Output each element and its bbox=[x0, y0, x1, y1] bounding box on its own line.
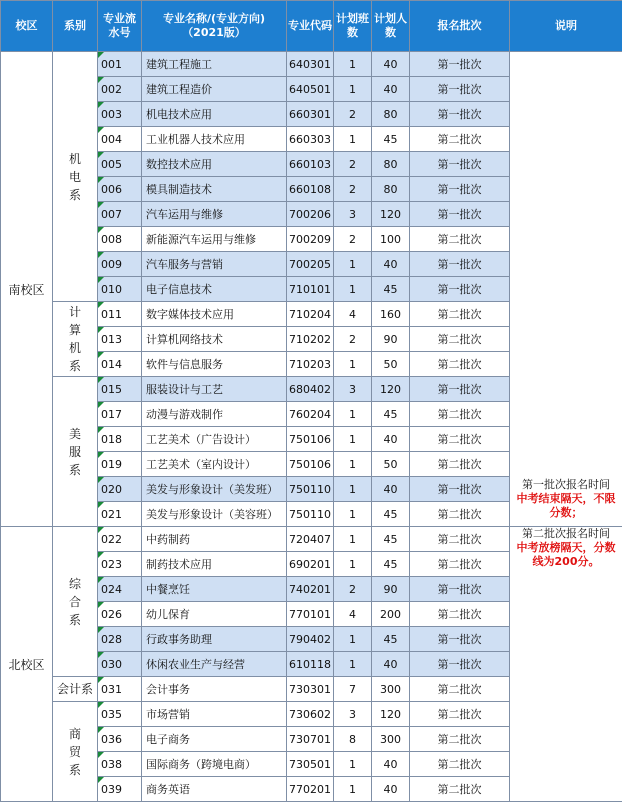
dept-cell bbox=[53, 702, 98, 802]
cell-no: 023 bbox=[98, 552, 142, 577]
cell-batch: 第一批次 bbox=[410, 277, 510, 302]
cell-people: 45 bbox=[372, 627, 410, 652]
cell-batch: 第二批次 bbox=[410, 302, 510, 327]
cell-classes: 2 bbox=[334, 152, 372, 177]
cell-code: 730602 bbox=[287, 702, 334, 727]
cell-batch: 第二批次 bbox=[410, 602, 510, 627]
cell-people: 40 bbox=[372, 477, 410, 502]
note-cell bbox=[510, 52, 622, 527]
dept-cell bbox=[53, 377, 98, 527]
cell-name: 汽车运用与维修 bbox=[142, 202, 287, 227]
cell-classes: 7 bbox=[334, 677, 372, 702]
cell-people: 200 bbox=[372, 602, 410, 627]
header-classes: 计划班数 bbox=[334, 1, 372, 52]
cell-no: 003 bbox=[98, 102, 142, 127]
cell-classes: 1 bbox=[334, 277, 372, 302]
cell-name: 计算机网络技术 bbox=[142, 327, 287, 352]
cell-people: 40 bbox=[372, 77, 410, 102]
cell-batch: 第二批次 bbox=[410, 127, 510, 152]
cell-code: 690201 bbox=[287, 552, 334, 577]
cell-no: 001 bbox=[98, 52, 142, 77]
cell-code: 710202 bbox=[287, 327, 334, 352]
cell-people: 80 bbox=[372, 102, 410, 127]
cell-classes: 3 bbox=[334, 202, 372, 227]
cell-classes: 1 bbox=[334, 402, 372, 427]
cell-name: 美发与形象设计（美发班） bbox=[142, 477, 287, 502]
header-people: 计划人数 bbox=[372, 1, 410, 52]
cell-no: 026 bbox=[98, 602, 142, 627]
cell-no: 005 bbox=[98, 152, 142, 177]
cell-code: 770101 bbox=[287, 602, 334, 627]
cell-people: 300 bbox=[372, 677, 410, 702]
cell-no: 018 bbox=[98, 427, 142, 452]
header-seq: 专业流水号 bbox=[98, 1, 142, 52]
cell-code: 710203 bbox=[287, 352, 334, 377]
header-name-sub: （2021版） bbox=[142, 26, 286, 40]
cell-people: 120 bbox=[372, 202, 410, 227]
cell-code: 750106 bbox=[287, 452, 334, 477]
cell-name: 软件与信息服务 bbox=[142, 352, 287, 377]
cell-people: 45 bbox=[372, 527, 410, 552]
cell-no: 015 bbox=[98, 377, 142, 402]
cell-name: 美发与形象设计（美容班） bbox=[142, 502, 287, 527]
cell-name: 制药技术应用 bbox=[142, 552, 287, 577]
cell-people: 40 bbox=[372, 52, 410, 77]
cell-classes: 1 bbox=[334, 52, 372, 77]
cell-code: 750110 bbox=[287, 477, 334, 502]
cell-name: 数控技术应用 bbox=[142, 152, 287, 177]
cell-classes: 2 bbox=[334, 177, 372, 202]
cell-no: 017 bbox=[98, 402, 142, 427]
cell-code: 700206 bbox=[287, 202, 334, 227]
cell-name: 新能源汽车运用与维修 bbox=[142, 227, 287, 252]
note-second-rule: 中考放榜隔天，分数线为200分。 bbox=[512, 541, 620, 569]
cell-people: 40 bbox=[372, 652, 410, 677]
dept-cell bbox=[53, 677, 98, 702]
cell-classes: 1 bbox=[334, 777, 372, 802]
cell-name: 会计事务 bbox=[142, 677, 287, 702]
cell-no: 008 bbox=[98, 227, 142, 252]
cell-batch: 第二批次 bbox=[410, 527, 510, 552]
cell-people: 40 bbox=[372, 777, 410, 802]
cell-classes: 8 bbox=[334, 727, 372, 752]
cell-people: 120 bbox=[372, 702, 410, 727]
cell-no: 030 bbox=[98, 652, 142, 677]
cell-name: 中药制药 bbox=[142, 527, 287, 552]
cell-classes: 3 bbox=[334, 702, 372, 727]
cell-name: 国际商务（跨境电商） bbox=[142, 752, 287, 777]
cell-classes: 2 bbox=[334, 102, 372, 127]
cell-code: 790402 bbox=[287, 627, 334, 652]
cell-code: 640501 bbox=[287, 77, 334, 102]
cell-classes: 4 bbox=[334, 602, 372, 627]
cell-batch: 第二批次 bbox=[410, 677, 510, 702]
dept-label: 机电系 bbox=[69, 150, 82, 204]
cell-no: 020 bbox=[98, 477, 142, 502]
cell-code: 610118 bbox=[287, 652, 334, 677]
cell-no: 024 bbox=[98, 577, 142, 602]
cell-code: 700205 bbox=[287, 252, 334, 277]
cell-batch: 第二批次 bbox=[410, 502, 510, 527]
header-code: 专业代码 bbox=[287, 1, 334, 52]
cell-classes: 1 bbox=[334, 127, 372, 152]
note-first-rule: 中考结束隔天，不限分数； bbox=[512, 492, 620, 520]
header-batch: 报名批次 bbox=[410, 1, 510, 52]
table-row bbox=[1, 527, 622, 552]
cell-code: 710101 bbox=[287, 277, 334, 302]
cell-classes: 2 bbox=[334, 327, 372, 352]
cell-classes: 1 bbox=[334, 477, 372, 502]
table-row bbox=[1, 52, 622, 77]
cell-people: 40 bbox=[372, 252, 410, 277]
cell-batch: 第二批次 bbox=[410, 702, 510, 727]
header-name bbox=[142, 1, 287, 52]
cell-batch: 第二批次 bbox=[410, 352, 510, 377]
cell-classes: 1 bbox=[334, 502, 372, 527]
cell-people: 80 bbox=[372, 152, 410, 177]
cell-batch: 第二批次 bbox=[410, 727, 510, 752]
table-body bbox=[1, 52, 622, 802]
cell-batch: 第一批次 bbox=[410, 627, 510, 652]
dept-cell bbox=[53, 527, 98, 677]
cell-code: 660108 bbox=[287, 177, 334, 202]
header-campus: 校区 bbox=[1, 1, 53, 52]
cell-code: 680402 bbox=[287, 377, 334, 402]
cell-name: 工艺美术（室内设计） bbox=[142, 452, 287, 477]
header-row bbox=[1, 1, 622, 52]
cell-people: 50 bbox=[372, 352, 410, 377]
cell-code: 750110 bbox=[287, 502, 334, 527]
cell-code: 740201 bbox=[287, 577, 334, 602]
cell-name: 幼儿保育 bbox=[142, 602, 287, 627]
cell-name: 模具制造技术 bbox=[142, 177, 287, 202]
cell-no: 009 bbox=[98, 252, 142, 277]
cell-classes: 2 bbox=[334, 227, 372, 252]
cell-name: 汽车服务与营销 bbox=[142, 252, 287, 277]
cell-people: 40 bbox=[372, 427, 410, 452]
cell-code: 660301 bbox=[287, 102, 334, 127]
cell-classes: 1 bbox=[334, 627, 372, 652]
cell-batch: 第二批次 bbox=[410, 427, 510, 452]
cell-people: 300 bbox=[372, 727, 410, 752]
cell-no: 019 bbox=[98, 452, 142, 477]
cell-code: 720407 bbox=[287, 527, 334, 552]
cell-batch: 第一批次 bbox=[410, 652, 510, 677]
dept-cell bbox=[53, 52, 98, 302]
cell-batch: 第二批次 bbox=[410, 552, 510, 577]
cell-code: 760204 bbox=[287, 402, 334, 427]
cell-batch: 第一批次 bbox=[410, 52, 510, 77]
dept-label: 计算机系 bbox=[69, 303, 82, 375]
cell-classes: 4 bbox=[334, 302, 372, 327]
cell-name: 工业机器人技术应用 bbox=[142, 127, 287, 152]
campus-cell: 南校区 bbox=[1, 52, 53, 527]
cell-classes: 1 bbox=[334, 352, 372, 377]
cell-no: 007 bbox=[98, 202, 142, 227]
cell-code: 640301 bbox=[287, 52, 334, 77]
cell-no: 011 bbox=[98, 302, 142, 327]
campus-cell: 北校区 bbox=[1, 527, 53, 802]
cell-name: 行政事务助理 bbox=[142, 627, 287, 652]
cell-name: 电子商务 bbox=[142, 727, 287, 752]
cell-name: 中餐烹饪 bbox=[142, 577, 287, 602]
cell-name: 动漫与游戏制作 bbox=[142, 402, 287, 427]
cell-code: 710204 bbox=[287, 302, 334, 327]
note-second-time: 第二批次报名时间 bbox=[512, 527, 620, 541]
cell-classes: 1 bbox=[334, 77, 372, 102]
cell-people: 100 bbox=[372, 227, 410, 252]
cell-code: 750106 bbox=[287, 427, 334, 452]
cell-no: 036 bbox=[98, 727, 142, 752]
cell-name: 服装设计与工艺 bbox=[142, 377, 287, 402]
cell-no: 010 bbox=[98, 277, 142, 302]
cell-people: 45 bbox=[372, 127, 410, 152]
cell-batch: 第一批次 bbox=[410, 177, 510, 202]
cell-classes: 1 bbox=[334, 427, 372, 452]
cell-people: 90 bbox=[372, 327, 410, 352]
cell-name: 工艺美术（广告设计） bbox=[142, 427, 287, 452]
cell-batch: 第二批次 bbox=[410, 452, 510, 477]
cell-classes: 1 bbox=[334, 552, 372, 577]
cell-batch: 第一批次 bbox=[410, 77, 510, 102]
cell-name: 商务英语 bbox=[142, 777, 287, 802]
cell-people: 45 bbox=[372, 502, 410, 527]
cell-code: 660103 bbox=[287, 152, 334, 177]
cell-no: 021 bbox=[98, 502, 142, 527]
cell-people: 45 bbox=[372, 552, 410, 577]
cell-code: 660303 bbox=[287, 127, 334, 152]
cell-batch: 第一批次 bbox=[410, 152, 510, 177]
dept-label: 商贸系 bbox=[69, 725, 82, 779]
cell-classes: 2 bbox=[334, 577, 372, 602]
cell-no: 014 bbox=[98, 352, 142, 377]
cell-no: 022 bbox=[98, 527, 142, 552]
cell-no: 038 bbox=[98, 752, 142, 777]
note-first-time: 第一批次报名时间 bbox=[512, 478, 620, 492]
cell-no: 028 bbox=[98, 627, 142, 652]
cell-code: 730701 bbox=[287, 727, 334, 752]
cell-name: 建筑工程施工 bbox=[142, 52, 287, 77]
cell-code: 730301 bbox=[287, 677, 334, 702]
header-dept: 系别 bbox=[53, 1, 98, 52]
cell-classes: 1 bbox=[334, 752, 372, 777]
cell-classes: 1 bbox=[334, 527, 372, 552]
cell-batch: 第二批次 bbox=[410, 752, 510, 777]
cell-no: 031 bbox=[98, 677, 142, 702]
cell-no: 039 bbox=[98, 777, 142, 802]
cell-batch: 第二批次 bbox=[410, 402, 510, 427]
cell-people: 160 bbox=[372, 302, 410, 327]
cell-batch: 第一批次 bbox=[410, 577, 510, 602]
cell-people: 50 bbox=[372, 452, 410, 477]
cell-batch: 第二批次 bbox=[410, 777, 510, 802]
cell-batch: 第一批次 bbox=[410, 102, 510, 127]
cell-batch: 第二批次 bbox=[410, 327, 510, 352]
cell-classes: 1 bbox=[334, 452, 372, 477]
cell-people: 120 bbox=[372, 377, 410, 402]
cell-name: 建筑工程造价 bbox=[142, 77, 287, 102]
cell-name: 市场营销 bbox=[142, 702, 287, 727]
cell-batch: 第一批次 bbox=[410, 252, 510, 277]
cell-people: 45 bbox=[372, 402, 410, 427]
cell-name: 机电技术应用 bbox=[142, 102, 287, 127]
dept-label: 美服系 bbox=[69, 425, 82, 479]
cell-batch: 第二批次 bbox=[410, 227, 510, 252]
note-cell bbox=[510, 527, 622, 802]
cell-classes: 1 bbox=[334, 252, 372, 277]
dept-cell bbox=[53, 302, 98, 377]
cell-people: 40 bbox=[372, 752, 410, 777]
dept-label: 综合系 bbox=[69, 575, 82, 629]
cell-no: 013 bbox=[98, 327, 142, 352]
cell-name: 休闲农业生产与经营 bbox=[142, 652, 287, 677]
header-name-main: 专业名称/(专业方向) bbox=[142, 12, 286, 26]
cell-no: 002 bbox=[98, 77, 142, 102]
cell-people: 90 bbox=[372, 577, 410, 602]
cell-name: 电子信息技术 bbox=[142, 277, 287, 302]
cell-batch: 第一批次 bbox=[410, 377, 510, 402]
cell-code: 770201 bbox=[287, 777, 334, 802]
cell-no: 004 bbox=[98, 127, 142, 152]
cell-batch: 第一批次 bbox=[410, 202, 510, 227]
dept-label: 会计系 bbox=[57, 680, 93, 698]
cell-no: 035 bbox=[98, 702, 142, 727]
cell-code: 730501 bbox=[287, 752, 334, 777]
header-note: 说明 bbox=[510, 1, 622, 52]
cell-people: 80 bbox=[372, 177, 410, 202]
cell-name: 数字媒体技术应用 bbox=[142, 302, 287, 327]
cell-people: 45 bbox=[372, 277, 410, 302]
cell-classes: 1 bbox=[334, 652, 372, 677]
cell-no: 006 bbox=[98, 177, 142, 202]
cell-batch: 第一批次 bbox=[410, 477, 510, 502]
cell-code: 700209 bbox=[287, 227, 334, 252]
cell-classes: 3 bbox=[334, 377, 372, 402]
